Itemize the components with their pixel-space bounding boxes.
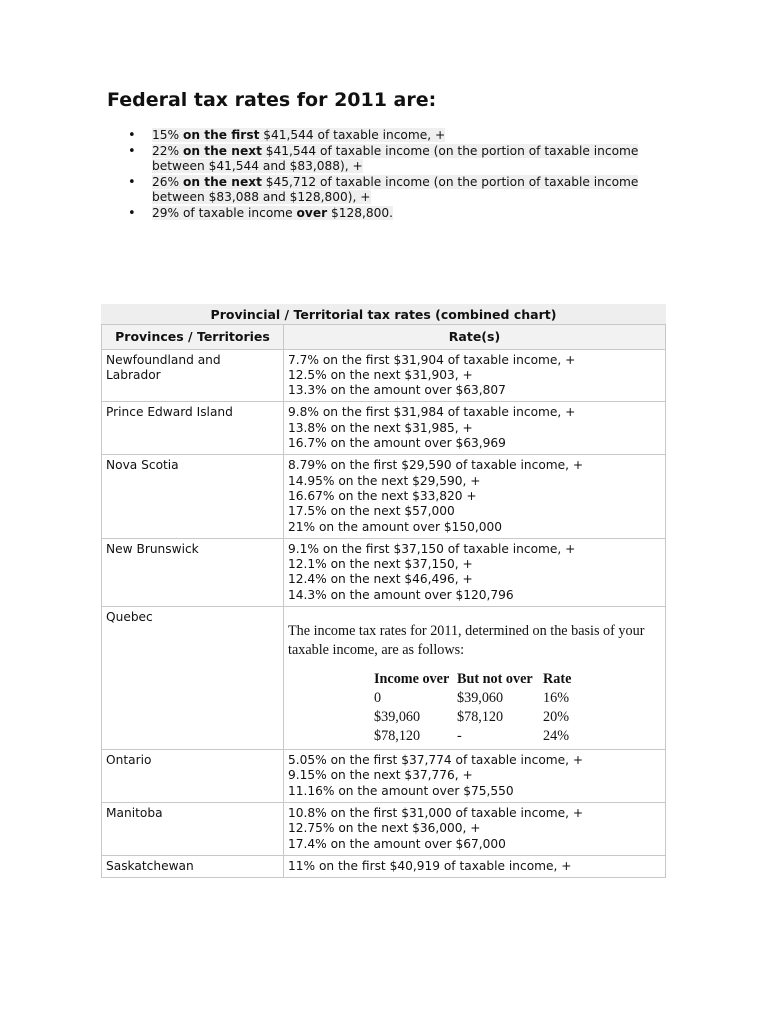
rate-percent: 26% — [152, 174, 180, 189]
quebec-cell: $78,120 — [374, 728, 421, 745]
province-name: Quebec — [102, 607, 284, 750]
column-header-rates: Rate(s) — [284, 325, 666, 349]
rate-line: 11.16% on the amount over $75,550 — [288, 783, 514, 798]
quebec-column-header: Rate — [543, 671, 572, 688]
province-rates — [284, 802, 666, 855]
rate-detail: $128,800. — [331, 205, 394, 220]
rate-qualifier: over — [296, 205, 328, 220]
province-rates — [284, 402, 666, 455]
rate-line: 12.1% on the next $37,150, + — [288, 557, 473, 572]
quebec-column-header: But not over — [457, 671, 533, 688]
rate-line: 12.75% on the next $36,000, + — [288, 821, 481, 836]
provincial-rates-table — [101, 304, 666, 878]
quebec-header-row — [374, 670, 574, 689]
quebec-cell: 16% — [543, 690, 570, 707]
rate-line: 17.5% on the next $57,000 — [288, 504, 455, 519]
table-row — [102, 349, 666, 402]
quebec-row — [374, 689, 574, 708]
table-row — [102, 750, 666, 803]
rate-line: 9.8% on the first $31,984 of taxable income, + — [288, 405, 576, 420]
quebec-cell: 20% — [543, 709, 570, 726]
list-item — [128, 175, 668, 206]
rate-line: 13.8% on the next $31,985, + — [288, 420, 473, 435]
province-name: Manitoba — [102, 802, 284, 855]
province-rates — [284, 349, 666, 402]
quebec-intro: The income tax rates for 2011, determined on the basis of your taxable income, are as follows: — [288, 623, 645, 659]
quebec-rates-table — [374, 670, 574, 746]
quebec-row — [374, 708, 574, 727]
rate-line: 8.79% on the first $29,590 of taxable income, + — [288, 458, 584, 473]
province-rates — [284, 607, 666, 750]
table-body — [102, 349, 666, 878]
table-row — [102, 855, 666, 877]
list-item — [128, 144, 668, 175]
rate-line: 16.67% on the next $33,820 + — [288, 488, 477, 503]
table-row — [102, 455, 666, 538]
rate-line: 12.4% on the next $46,496, + — [288, 572, 473, 587]
quebec-cell: $39,060 — [457, 690, 504, 707]
province-rates — [284, 855, 666, 877]
table-row — [102, 802, 666, 855]
list-item — [128, 128, 668, 144]
rate-line: 9.1% on the first $37,150 of taxable income, + — [288, 541, 576, 556]
province-name: Prince Edward Island — [102, 402, 284, 455]
quebec-row — [374, 727, 574, 746]
rate-percent: 15% — [152, 128, 180, 142]
province-name: Saskatchewan — [102, 855, 284, 877]
table-header-row — [102, 325, 666, 349]
table-row — [102, 402, 666, 455]
rate-line: 10.8% on the first $31,000 of taxable income, + — [288, 805, 584, 820]
quebec-cell: - — [457, 728, 462, 745]
list-item — [128, 206, 668, 222]
rate-line: 16.7% on the amount over $63,969 — [288, 436, 506, 451]
rate-detail: of taxable income — [182, 205, 293, 220]
province-name: Newfoundland and Labrador — [102, 349, 284, 402]
rate-line: 21% on the amount over $150,000 — [288, 519, 502, 534]
rate-detail: $45,712 of taxable income (on the portion of taxable income between $83,088 and $128,800), + — [152, 174, 639, 204]
table-caption: Provincial / Territorial tax rates (combined chart) — [101, 304, 666, 324]
rate-line: 12.5% on the next $31,903, + — [288, 367, 473, 382]
rate-line: 14.95% on the next $29,590, + — [288, 473, 481, 488]
rate-qualifier: on the next — [182, 143, 262, 158]
rate-percent: 22% — [152, 143, 180, 158]
rate-percent: 29% — [152, 205, 180, 220]
rate-line: 7.7% on the first $31,904 of taxable income, + — [288, 352, 576, 367]
federal-rates-list — [128, 128, 668, 221]
rate-line: 13.3% on the amount over $63,807 — [288, 383, 506, 398]
column-header-provinces: Provinces / Territories — [102, 325, 284, 349]
quebec-cell: 24% — [543, 728, 570, 745]
province-rates — [284, 455, 666, 538]
rate-qualifier: on the next — [182, 174, 262, 189]
province-rates — [284, 750, 666, 803]
rate-line: 9.15% on the next $37,776, + — [288, 768, 473, 783]
province-name: Nova Scotia — [102, 455, 284, 538]
quebec-cell: 0 — [374, 690, 382, 707]
quebec-column-header: Income over — [374, 671, 450, 688]
province-name: New Brunswick — [102, 538, 284, 606]
rate-line: 11% on the first $40,919 of taxable income, + — [288, 858, 572, 873]
province-rates — [284, 538, 666, 606]
rate-qualifier: on the first — [182, 128, 260, 142]
rate-detail: $41,544 of taxable income, + — [263, 128, 446, 142]
table-row — [102, 538, 666, 606]
page-title: Federal tax rates for 2011 are: — [107, 89, 437, 111]
rate-line: 17.4% on the amount over $67,000 — [288, 836, 506, 851]
rate-detail: $41,544 of taxable income (on the portion of taxable income between $41,544 and $83,088), + — [152, 143, 639, 173]
quebec-cell: $78,120 — [457, 709, 504, 726]
province-name: Ontario — [102, 750, 284, 803]
quebec-cell: $39,060 — [374, 709, 421, 726]
rate-line: 5.05% on the first $37,774 of taxable income, + — [288, 753, 584, 768]
rate-line: 14.3% on the amount over $120,796 — [288, 587, 514, 602]
table-row — [102, 607, 666, 750]
